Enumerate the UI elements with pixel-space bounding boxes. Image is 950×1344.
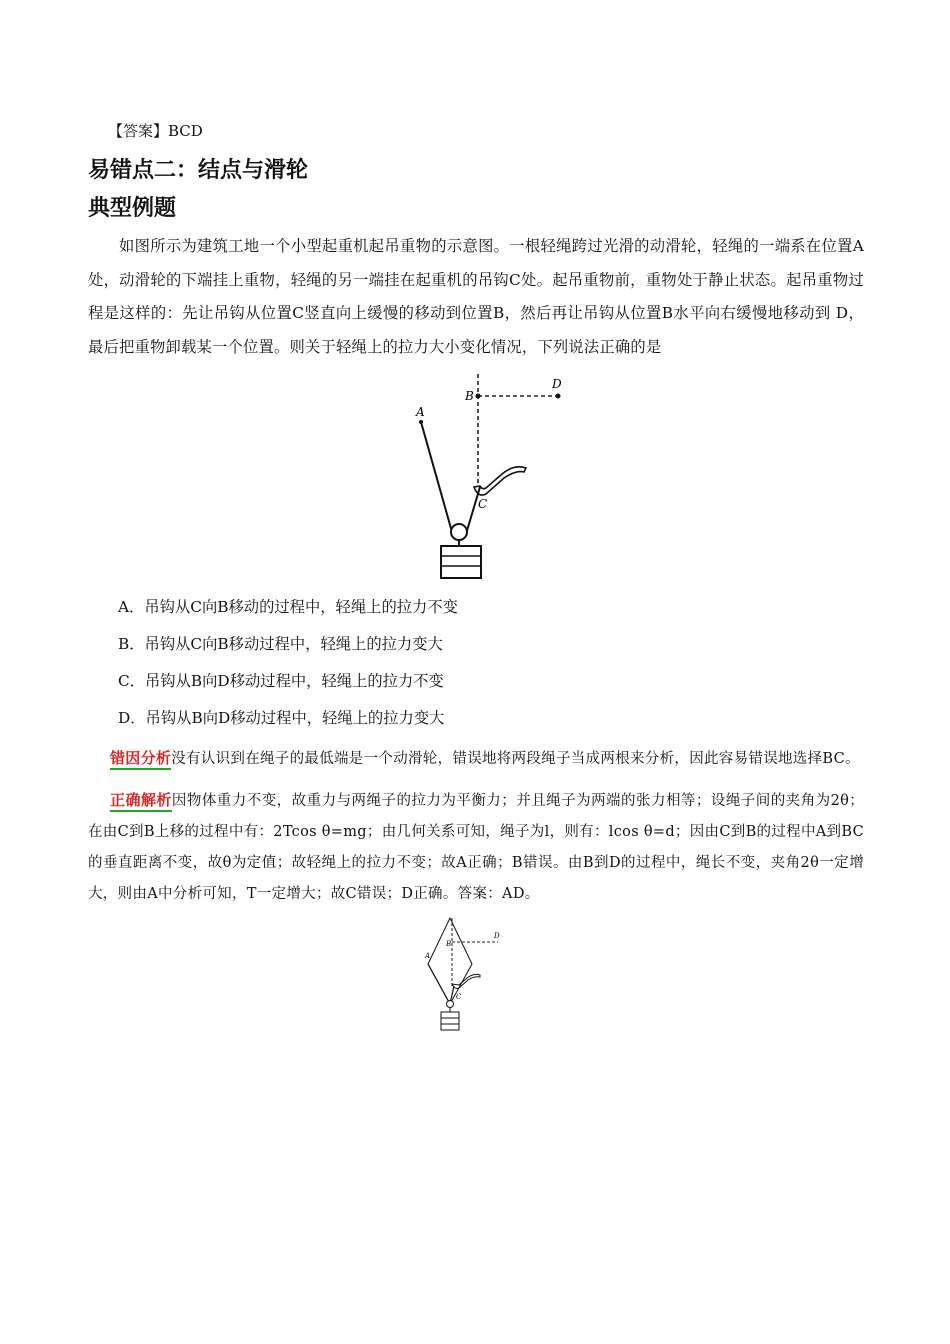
question-text: 如图所示为建筑工地一个小型起重机起吊重物的示意图。一根轻绳跨过光滑的动滑轮，轻绳的一端系在位置A处，动滑轮的下端挂上重物，轻绳的另一端挂在起重机的吊钩C处。起吊重物前，重物处于静止状态。起吊重物过程是这样的：先让吊钩从位置C竖直向上缓慢的移动到位置B，然后再让吊钩从位置B水平向右缓慢地移动到 D，最后把重物卸载某一个位置。则关于轻绳上的拉力大小变化情况，下列说法正确的是 bbox=[88, 237, 864, 356]
sol-label-a: A bbox=[425, 952, 431, 960]
label-b: B bbox=[465, 389, 474, 403]
correct-analysis-label: 正确解析 bbox=[110, 791, 172, 812]
error-analysis-label: 错因分析 bbox=[110, 749, 171, 770]
pulley bbox=[451, 524, 467, 540]
error-analysis-text: 没有认识到在绳子的最低端是一个动滑轮，错误地将两段绳子当成两根来分析，因此容易错误地选择BC。 bbox=[171, 751, 860, 767]
option-a: A．吊钩从C向B移动的过程中，轻绳上的拉力不变 bbox=[118, 598, 458, 616]
crane-pulley-diagram bbox=[408, 374, 562, 579]
error-analysis bbox=[88, 743, 864, 775]
correct-analysis bbox=[88, 785, 864, 910]
section-title: 易错点二：结点与滑轮 bbox=[88, 158, 309, 183]
subsection-title: 典型例题 bbox=[88, 196, 177, 221]
rope-left bbox=[421, 422, 452, 532]
sol-label-c: C bbox=[456, 993, 462, 1001]
label-c: C bbox=[478, 497, 488, 511]
option-b: B．吊钩从C向B移动过程中，轻绳上的拉力变大 bbox=[118, 635, 443, 653]
point-b bbox=[476, 394, 481, 399]
solution-diagram bbox=[422, 916, 507, 1034]
correct-analysis-text: 因物体重力不变，故重力与两绳子的拉力为平衡力；并且绳子为两端的张力相等；设绳子间的夹角为2θ；在由C到B上移的过程中有：2Tcos θ=mg；由几何关系可知，绳子为l，则有：lcos θ=d；因由C到B的过程中A到BC的垂直距离不变，故θ为定值；故轻绳上的拉力不变；故A正确；B错误。由B到D的过程中，绳长不变，夹角2θ一定增大，则由A中分析可知，T一定增大；故C错误；D正确。答案：AD。 bbox=[88, 793, 864, 902]
label-a: A bbox=[416, 405, 425, 419]
option-d: D．吊钩从B向D移动过程中，轻绳上的拉力变大 bbox=[118, 709, 445, 727]
label-d: D bbox=[552, 377, 562, 391]
weight-block bbox=[441, 546, 481, 578]
answer-line: 【答案】BCD bbox=[108, 122, 203, 140]
point-d bbox=[556, 394, 561, 399]
document-page bbox=[88, 118, 864, 1034]
options-list bbox=[88, 589, 864, 737]
sol-label-d: D bbox=[494, 932, 500, 940]
option-c: C．吊钩从B向D移动过程中，轻绳上的拉力不变 bbox=[118, 672, 444, 690]
sol-label-b: B bbox=[446, 940, 452, 948]
crane-hook bbox=[474, 467, 526, 495]
